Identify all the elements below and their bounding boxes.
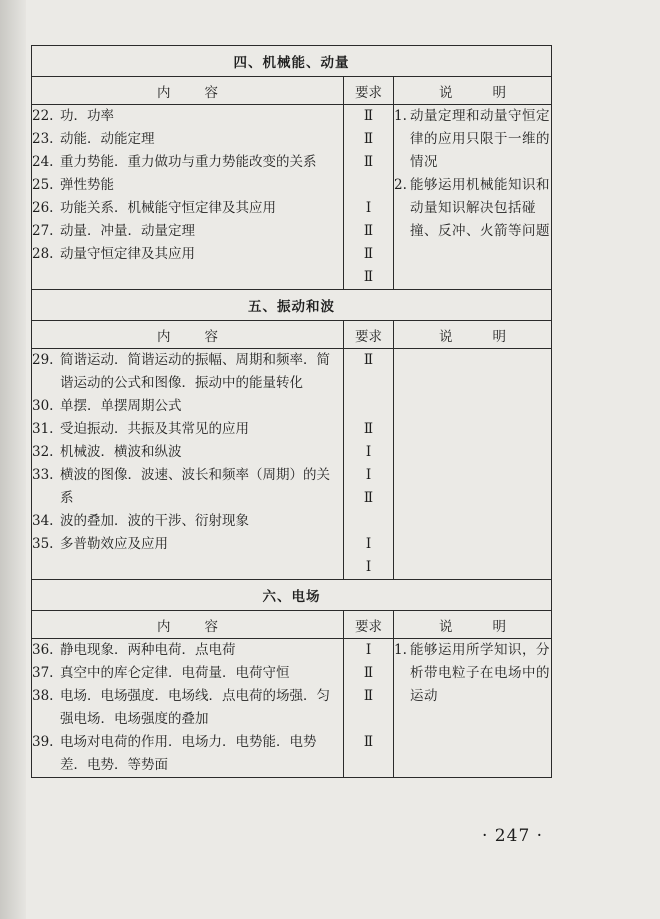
- list-item: [32, 464, 343, 510]
- requirement-level: Ⅱ: [363, 108, 374, 124]
- list-item: [32, 174, 343, 197]
- note-item: [394, 174, 551, 243]
- list-item: [32, 243, 343, 266]
- explanation-cell: [394, 639, 552, 778]
- list-item: [32, 441, 343, 464]
- item-text: 电场对电荷的作用．电场力．电势能．电势差．电势．等势面: [60, 734, 317, 773]
- item-number: 36.: [32, 642, 54, 658]
- list-item: [32, 105, 343, 128]
- header-content: 内容: [157, 328, 252, 345]
- note-text: 动量定理和动量守恒定律的应用只限于一维的情况: [410, 108, 550, 170]
- column-header-row: [32, 611, 552, 639]
- note-text: 能够运用机械能知识和动量知识解决包括碰撞、反冲、火箭等问题: [410, 177, 550, 239]
- section-title: 六、电场: [32, 580, 552, 611]
- list-item: [32, 349, 343, 395]
- item-number: 37.: [32, 665, 54, 681]
- item-number: 26.: [32, 200, 54, 216]
- item-text: 电场．电场强度．电场线．点电荷的场强．匀强电场．电场强度的叠加: [60, 688, 330, 727]
- item-number: 24.: [32, 154, 54, 170]
- page-gutter-shadow: [0, 0, 26, 919]
- list-item: [32, 533, 343, 556]
- list-item: [32, 731, 343, 777]
- requirement-level: Ⅰ: [365, 642, 372, 658]
- explanation-cell: [394, 349, 552, 580]
- requirement-level: Ⅱ: [363, 246, 374, 262]
- content-cell: [32, 639, 344, 778]
- item-number: 30.: [32, 398, 54, 414]
- item-number: 28.: [32, 246, 54, 262]
- list-item: [32, 220, 343, 243]
- column-header-row: [32, 77, 552, 105]
- list-item: [32, 662, 343, 685]
- header-requirement: 要求: [355, 328, 382, 345]
- item-number: 39.: [32, 734, 54, 750]
- content-cell: [32, 349, 344, 580]
- item-number: 27.: [32, 223, 54, 239]
- header-content: 内容: [157, 618, 252, 635]
- requirement-level: Ⅰ: [365, 200, 372, 216]
- section-title: 四、机械能、动量: [32, 46, 552, 77]
- section-title-row: [32, 290, 552, 321]
- section-body-row: [32, 105, 552, 290]
- item-text: 波的叠加．波的干涉、衍射现象: [60, 513, 249, 529]
- item-text: 横波的图像．波速、波长和频率（周期）的关系: [60, 467, 330, 506]
- header-explanation: 说明: [439, 618, 546, 635]
- header-content: 内容: [157, 84, 252, 101]
- section-title-row: [32, 46, 552, 77]
- requirement-cell: [344, 105, 394, 290]
- content-cell: [32, 105, 344, 290]
- requirement-level: Ⅱ: [363, 154, 374, 170]
- requirement-cell: [344, 639, 394, 778]
- list-item: [32, 151, 343, 174]
- item-text: 受迫振动．共振及其常见的应用: [60, 421, 249, 437]
- requirement-level: Ⅰ: [365, 536, 372, 552]
- item-text: 多普勒效应及应用: [60, 536, 168, 552]
- requirement-level: Ⅰ: [365, 467, 372, 483]
- requirement-level: Ⅱ: [363, 131, 374, 147]
- note-item: [394, 105, 551, 174]
- requirement-level: Ⅰ: [365, 559, 372, 575]
- item-text: 功能关系．机械能守恒定律及其应用: [60, 200, 276, 216]
- column-header-row: [32, 321, 552, 349]
- requirement-level: Ⅱ: [363, 269, 374, 285]
- item-text: 机械波．横波和纵波: [60, 444, 182, 460]
- section-title-row: [32, 580, 552, 611]
- list-item: [32, 197, 343, 220]
- requirement-level: Ⅱ: [363, 688, 374, 704]
- header-requirement: 要求: [355, 84, 382, 101]
- requirement-level: Ⅱ: [363, 223, 374, 239]
- section-body-row: [32, 639, 552, 778]
- header-requirement: 要求: [355, 618, 382, 635]
- requirement-level: Ⅱ: [363, 665, 374, 681]
- item-number: 35.: [32, 536, 54, 552]
- item-number: 25.: [32, 177, 54, 193]
- item-text: 静电现象．两种电荷．点电荷: [60, 642, 236, 658]
- item-text: 重力势能．重力做功与重力势能改变的关系: [60, 154, 317, 170]
- list-item: [32, 128, 343, 151]
- item-text: 真空中的库仑定律．电荷量．电荷守恒: [60, 665, 290, 681]
- section-body-row: [32, 349, 552, 580]
- item-text: 动能．动能定理: [60, 131, 155, 147]
- explanation-cell: [394, 105, 552, 290]
- requirement-cell: [344, 349, 394, 580]
- note-number: 1.: [394, 642, 407, 658]
- header-explanation: 说明: [439, 328, 546, 345]
- item-number: 32.: [32, 444, 54, 460]
- list-item: [32, 685, 343, 731]
- item-number: 38.: [32, 688, 54, 704]
- item-number: 34.: [32, 513, 54, 529]
- item-number: 23.: [32, 131, 54, 147]
- item-text: 弹性势能: [60, 177, 114, 193]
- note-text: 能够运用所学知识，分析带电粒子在电场中的运动: [410, 642, 550, 704]
- item-number: 31.: [32, 421, 54, 437]
- requirement-level: Ⅱ: [363, 490, 374, 506]
- note-number: 2.: [394, 177, 407, 193]
- list-item: [32, 510, 343, 533]
- item-number: 22.: [32, 108, 54, 124]
- item-text: 功．功率: [60, 108, 114, 124]
- page-number: · 247 ·: [482, 826, 544, 846]
- syllabus-table: [31, 45, 552, 778]
- requirement-level: Ⅰ: [365, 444, 372, 460]
- item-number: 33.: [32, 467, 54, 483]
- requirement-level: Ⅱ: [363, 421, 374, 437]
- item-text: 单摆．单摆周期公式: [60, 398, 182, 414]
- list-item: [32, 418, 343, 441]
- requirement-level: Ⅱ: [363, 734, 374, 750]
- section-title: 五、振动和波: [32, 290, 552, 321]
- item-text: 动量守恒定律及其应用: [60, 246, 195, 262]
- note-number: 1.: [394, 108, 407, 124]
- list-item: [32, 395, 343, 418]
- item-number: 29.: [32, 352, 54, 368]
- requirement-level: Ⅱ: [363, 352, 374, 368]
- header-explanation: 说明: [439, 84, 546, 101]
- list-item: [32, 639, 343, 662]
- note-item: [394, 639, 551, 708]
- item-text: 动量．冲量．动量定理: [60, 223, 195, 239]
- item-text: 简谐运动．简谐运动的振幅、周期和频率．简谐运动的公式和图像．振动中的能量转化: [60, 352, 330, 391]
